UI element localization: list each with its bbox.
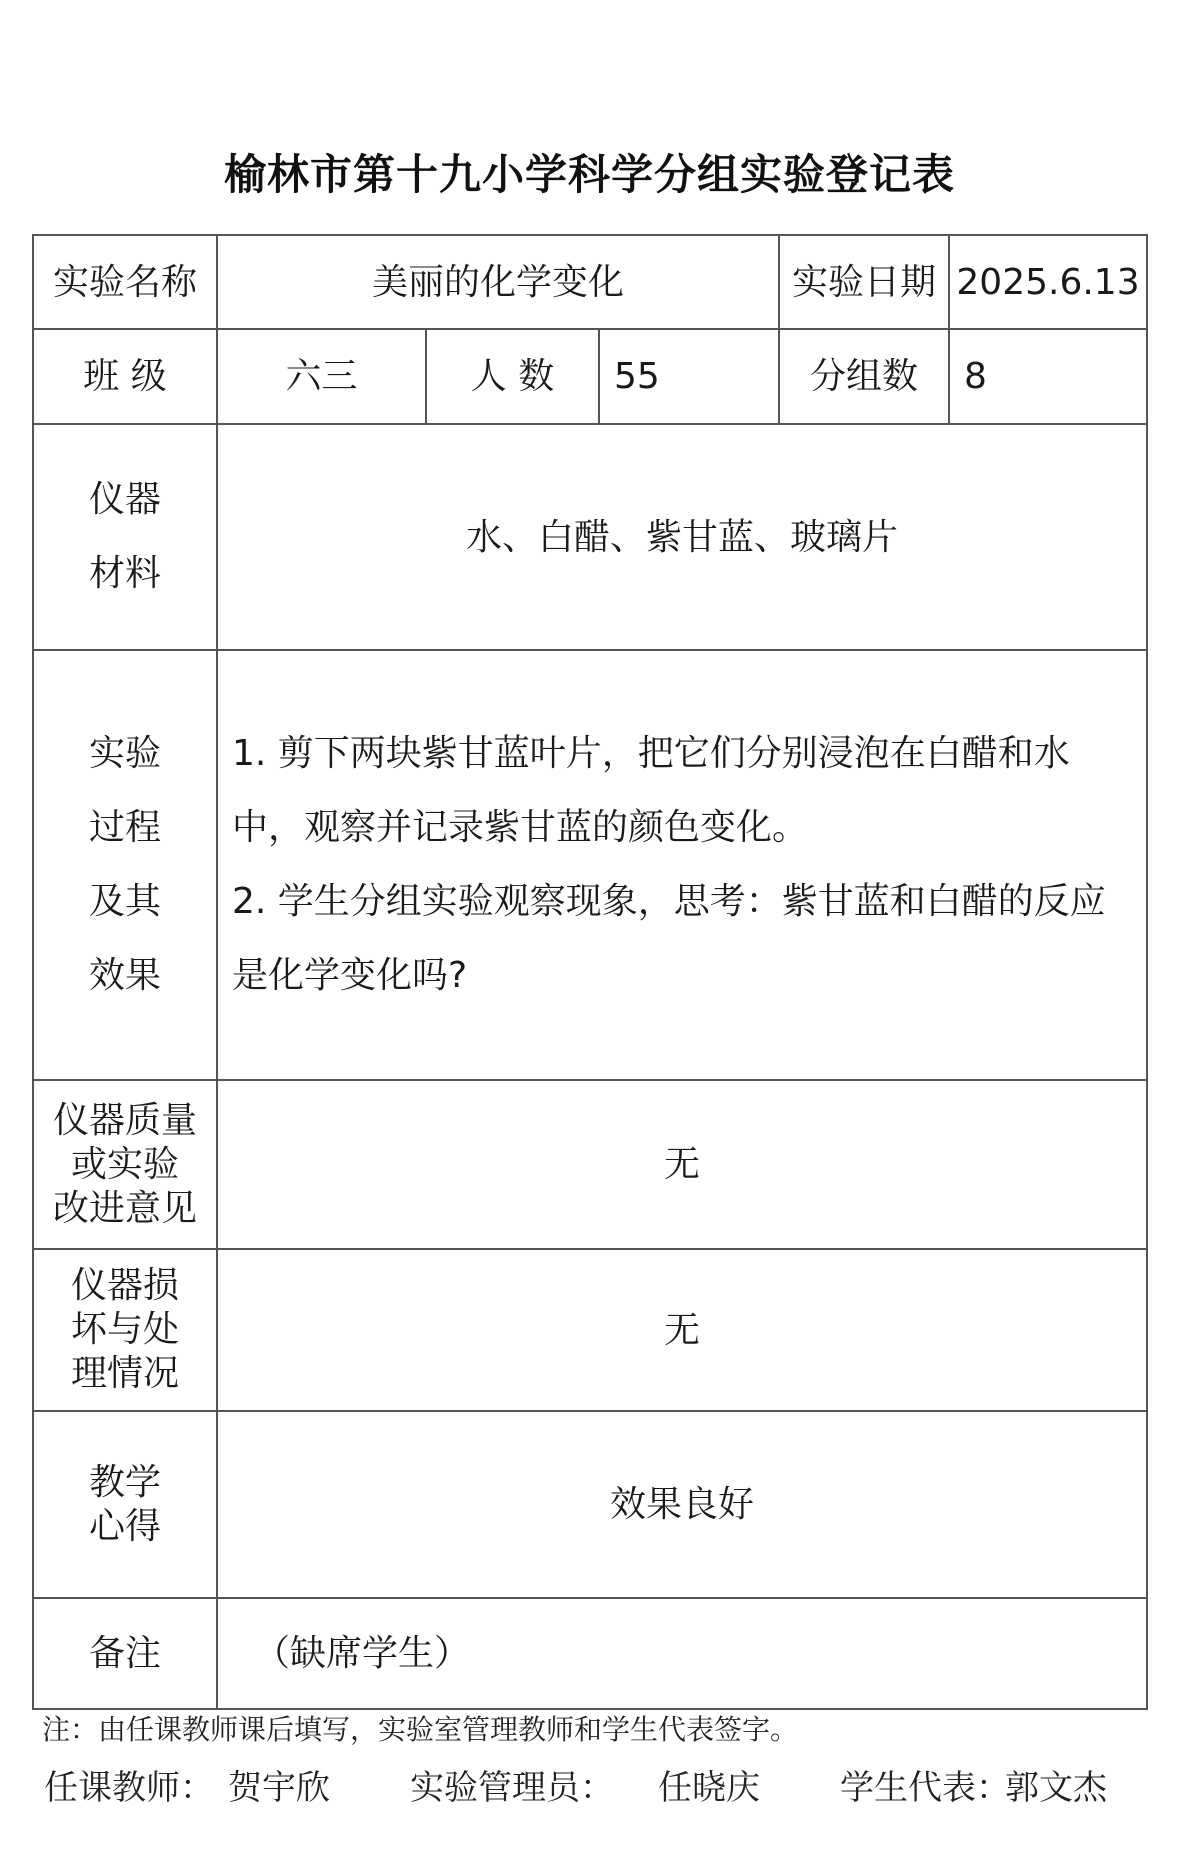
signature-line bbox=[0, 1760, 1179, 1806]
experiment-name-value: 美丽的化学变化 bbox=[217, 235, 779, 329]
reflection-label-line1: 教学 bbox=[88, 1461, 161, 1503]
count-value: 55 bbox=[599, 329, 779, 424]
procedure-label-line1: 实验 bbox=[88, 733, 161, 774]
experiment-name-label: 实验名称 bbox=[33, 235, 217, 329]
experiment-date-label: 实验日期 bbox=[779, 235, 949, 329]
row-experiment-name bbox=[33, 235, 1147, 329]
procedure-label-line3: 及其 bbox=[88, 881, 161, 922]
groups-value: 8 bbox=[949, 329, 1147, 424]
materials-value: 水、白醋、紫甘蓝、玻璃片 bbox=[217, 424, 1147, 650]
row-materials bbox=[33, 424, 1147, 650]
procedure-step-2: 2. 学生分组实验观察现象，思考：紫甘蓝和白醋的反应是化学变化吗? bbox=[232, 881, 1106, 996]
row-damage bbox=[33, 1249, 1147, 1411]
row-quality bbox=[33, 1080, 1147, 1249]
form-title: 榆林市第十九小学科学分组实验登记表 bbox=[223, 150, 955, 199]
groups-label: 分组数 bbox=[779, 329, 949, 424]
teacher-label: 任课教师： bbox=[44, 1768, 214, 1808]
damage-value: 无 bbox=[217, 1249, 1147, 1411]
row-class-info bbox=[33, 329, 1147, 424]
quality-label bbox=[33, 1080, 217, 1249]
admin-name: 任晓庆 bbox=[658, 1768, 760, 1808]
student-name: 郭文杰 bbox=[1005, 1768, 1107, 1808]
materials-label-line2: 材料 bbox=[88, 553, 161, 594]
experiment-date-value: 2025.6.13 bbox=[949, 235, 1147, 329]
materials-label bbox=[33, 424, 217, 650]
damage-label-line2: 坏与处 bbox=[70, 1309, 179, 1350]
count-label: 人 数 bbox=[426, 329, 599, 424]
row-remarks bbox=[33, 1598, 1147, 1709]
procedure-step-1: 1. 剪下两块紫甘蓝叶片，把它们分别浸泡在白醋和水中，观察并记录紫甘蓝的颜色变化。 bbox=[232, 733, 1070, 848]
class-value: 六三 bbox=[217, 329, 426, 424]
row-reflection bbox=[33, 1411, 1147, 1598]
remarks-label: 备注 bbox=[33, 1598, 217, 1709]
teacher-name: 贺宇欣 bbox=[228, 1768, 330, 1808]
experiment-register-table bbox=[32, 234, 1148, 1710]
damage-label-line1: 仪器损 bbox=[70, 1265, 179, 1306]
admin-label: 实验管理员： bbox=[410, 1768, 614, 1808]
remarks-value: （缺席学生） bbox=[217, 1598, 1147, 1709]
reflection-value: 效果良好 bbox=[217, 1411, 1147, 1598]
row-procedure bbox=[33, 650, 1147, 1080]
quality-label-line3: 改进意见 bbox=[52, 1187, 197, 1229]
procedure-label bbox=[33, 650, 217, 1080]
materials-label-line1: 仪器 bbox=[88, 479, 161, 520]
quality-label-line1: 仪器质量 bbox=[52, 1099, 197, 1141]
quality-label-line2: 或实验 bbox=[70, 1143, 179, 1185]
damage-label bbox=[33, 1249, 217, 1411]
quality-value: 无 bbox=[217, 1080, 1147, 1249]
procedure-value bbox=[217, 650, 1147, 1080]
damage-label-line3: 理情况 bbox=[70, 1353, 179, 1394]
student-label: 学生代表： bbox=[840, 1768, 1010, 1808]
form-note: 注：由任课教师课后填写，实验室管理教师和学生代表签字。 bbox=[42, 1713, 799, 1746]
reflection-label bbox=[33, 1411, 217, 1598]
procedure-label-line4: 效果 bbox=[88, 955, 161, 996]
reflection-label-line2: 心得 bbox=[88, 1505, 161, 1547]
procedure-label-line2: 过程 bbox=[88, 807, 161, 848]
class-label: 班 级 bbox=[33, 329, 217, 424]
